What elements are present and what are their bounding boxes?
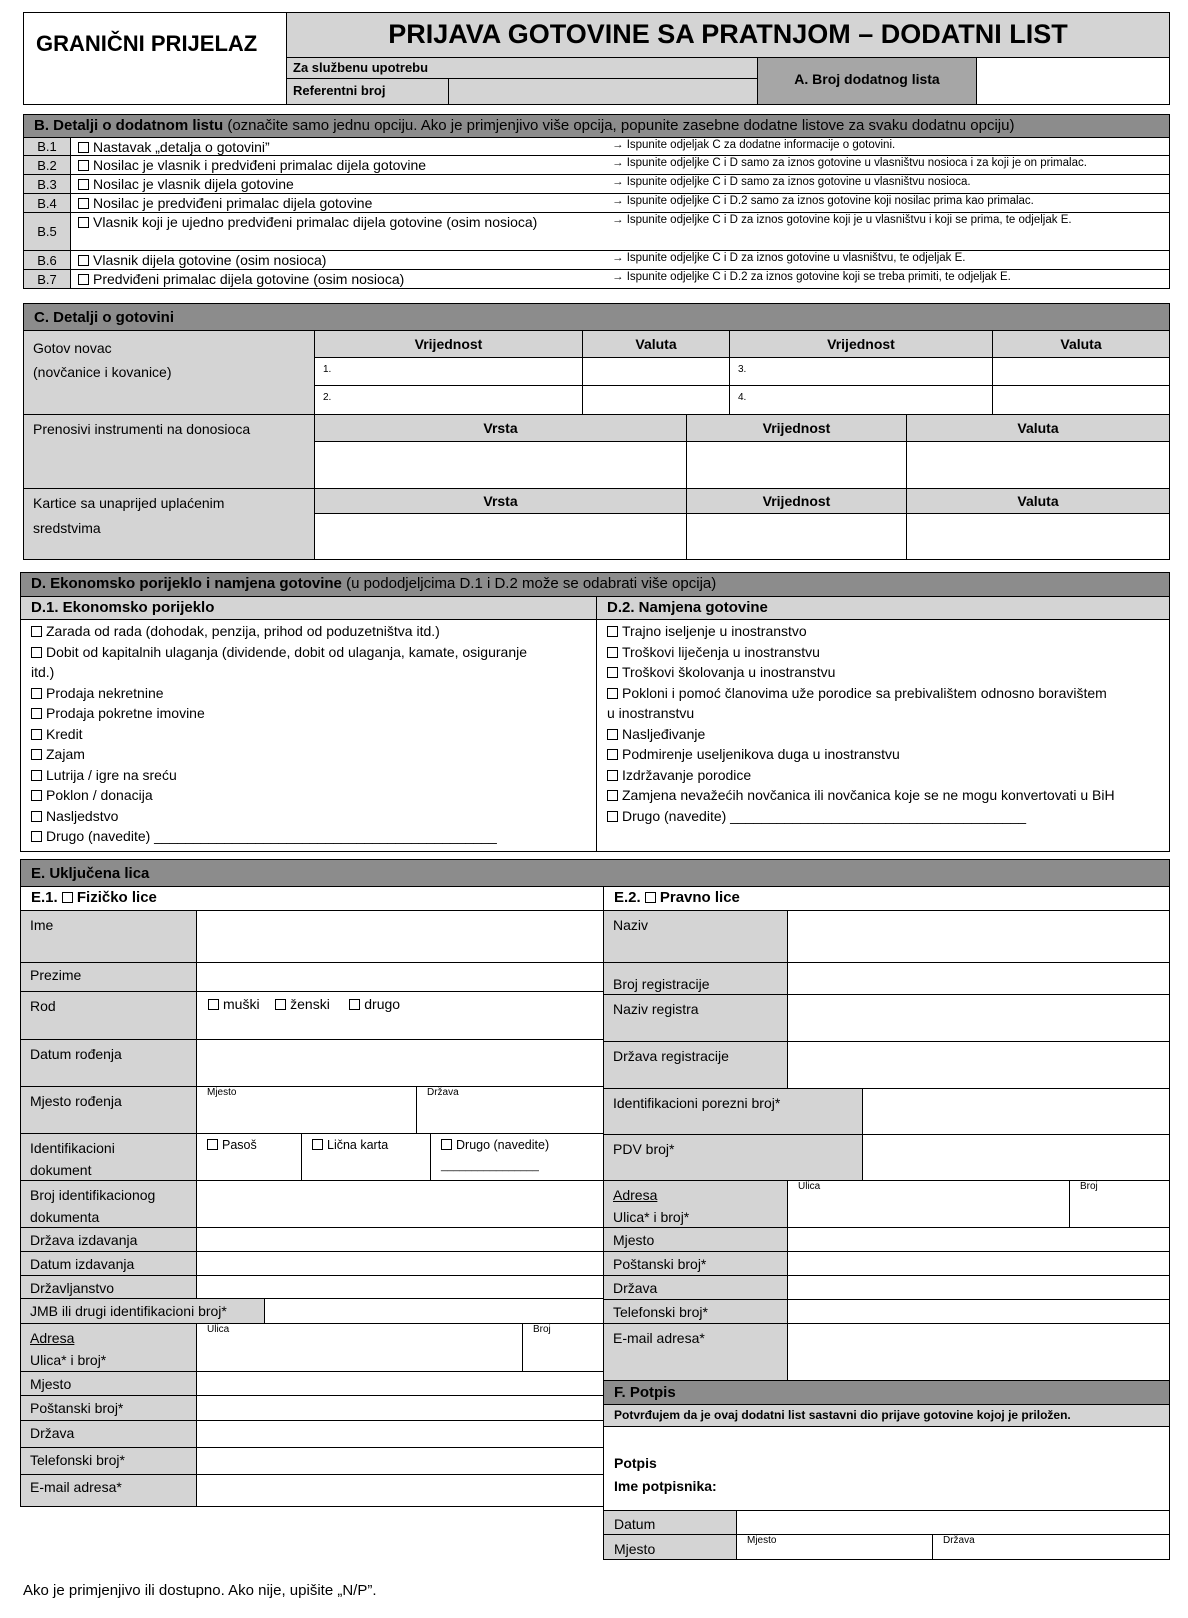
e1-id-number-label: Broj identifikacionog dokumenta [20, 1180, 197, 1228]
b-row-instruction: → Ispunite odjeljke C i D samo za iznos gotovine u vlasništvu nosioca i za koji je on primalac. [612, 157, 1087, 169]
section-b-title: B. Detalji o dodatnom listu [34, 117, 224, 134]
e2-vat-field[interactable] [862, 1134, 1170, 1181]
gender-female-checkbox[interactable] [275, 999, 286, 1010]
e1-street-field[interactable]: Ulica [196, 1323, 523, 1372]
b-row-option[interactable]: Vlasnik dijela gotovine (osim nosioca) → Ispunite odjeljke C i D za iznos gotovine u vlasništvu, te odjeljak E. [70, 250, 1170, 270]
section-e-title: E. Uključena lica [31, 865, 150, 882]
cash-value-1[interactable]: 1. [314, 357, 583, 386]
b-row-instruction: → Ispunite odjeljke C i D.2 za iznos gotovine koji se treba primiti, te odjeljak E. [612, 271, 1011, 283]
prepaid-currency-field[interactable] [906, 513, 1170, 560]
e1-natural-person-checkbox[interactable] [62, 892, 73, 903]
d1-option: itd.) [31, 664, 55, 680]
e1-country-label: Država [20, 1420, 197, 1448]
e2-header: E.2. Pravno lice [603, 886, 1170, 911]
e1-id-other-option[interactable]: Drugo (navedite) ________________ [430, 1133, 605, 1181]
e1-gender-label: Rod [20, 991, 197, 1040]
e1-citizenship-label: Državljanstvo [20, 1275, 197, 1299]
e2-email-field[interactable] [787, 1323, 1170, 1381]
e2-registry-name-field[interactable] [787, 994, 1170, 1042]
checkbox-icon[interactable] [31, 749, 42, 760]
checkbox-icon[interactable] [607, 770, 618, 781]
checkbox-icon[interactable] [607, 667, 618, 678]
e1-email-label: E-mail adresa* [20, 1474, 197, 1507]
prepaid-value-field[interactable] [686, 513, 907, 560]
b-option-checkbox[interactable] [78, 160, 89, 171]
bearer-label-cell [23, 414, 315, 489]
e1-country-field[interactable] [196, 1420, 604, 1448]
f-date-label-cell: Datum [603, 1510, 737, 1535]
e1-birth-place-city-field[interactable]: Mjesto [196, 1086, 417, 1134]
cash-currency-1[interactable] [582, 357, 730, 386]
d1-option[interactable]: Zarada od rada (dohodak, penzija, prihod od poduzetništva itd.) [31, 621, 527, 642]
e1-id-passport-option[interactable]: Pasoš [196, 1133, 302, 1181]
d2-option[interactable]: Nasljeđivanje [607, 724, 1115, 745]
e2-street-number-field[interactable]: Broj [1069, 1180, 1170, 1228]
e1-gender-field: muški ženski drugo [196, 991, 604, 1040]
e2-name-label: Naziv [603, 910, 788, 963]
e1-jmb-field[interactable] [264, 1298, 604, 1324]
footnote: Ako je primjenjivo ili dostupno. Ako nije, upišite „N/P”. [23, 1582, 377, 1599]
d1-title: D.1. Ekonomsko porijeklo [31, 599, 215, 616]
signature-box[interactable] [603, 1426, 1170, 1511]
e1-birth-date-field[interactable] [196, 1039, 604, 1087]
e1-citizenship-field[interactable] [196, 1275, 604, 1299]
bearer-label: Prenosivi instrumenti na donosioca [33, 421, 251, 437]
prepaid-type-field[interactable] [314, 513, 687, 560]
e1-birth-place-label: Mjesto rođenja [20, 1086, 197, 1134]
d1-option[interactable]: Dobit od kapitalnih ulaganja (dividende, dobit od ulaganja, kamate, osiguranje [31, 642, 527, 663]
d1-option[interactable]: Kredit [31, 724, 527, 745]
e1-id-id-card-option[interactable]: Lična karta [301, 1133, 431, 1181]
section-c-title: C. Detalji o gotovini [34, 309, 175, 326]
e2-address-label: Adresa Ulica* i broj* [603, 1180, 788, 1228]
e2-registration-number-field[interactable] [787, 962, 1170, 995]
d1-option[interactable]: Nasljedstvo [31, 806, 527, 827]
checkbox-icon[interactable] [31, 647, 42, 658]
e1-last-name-label: Prezime [20, 962, 197, 992]
d1-option[interactable]: Drugo (navedite) ____________________________________________ [31, 826, 527, 847]
e1-phone-field[interactable] [196, 1447, 604, 1475]
e2-tax-id-field[interactable] [862, 1088, 1170, 1135]
d2-option[interactable]: Troškovi liječenja u inostranstvu [607, 642, 1115, 663]
d2-option[interactable]: Pokloni i pomoć članovima uže porodice sa prebivalištem odnosno boravištem [607, 683, 1115, 704]
cash-col-currency-1: Valuta [582, 330, 730, 358]
d1-option[interactable]: Zajam [31, 744, 527, 765]
cash-label-line1: Gotov novac [33, 340, 112, 356]
e1-issue-date-label: Datum izdavanja [20, 1251, 197, 1276]
e1-birth-date-label: Datum rođenja [20, 1039, 197, 1087]
e2-postal-code-field[interactable] [787, 1251, 1170, 1276]
d2-option[interactable]: Podmirenje useljenikova duga u inostranstvu [607, 744, 1115, 765]
f-date-field[interactable] [736, 1510, 1170, 1535]
section-f-title: F. Potpis [614, 1384, 676, 1401]
checkbox-icon[interactable] [31, 790, 42, 801]
e1-postal-code-label: Poštanski broj* [20, 1395, 197, 1421]
e2-city-field[interactable] [787, 1227, 1170, 1252]
signer-name-label: Ime potpisnika: [614, 1478, 717, 1494]
d2-option[interactable]: Izdržavanje porodice [607, 765, 1115, 786]
e1-city-label: Mjesto [20, 1371, 197, 1396]
section-e-header [20, 859, 1170, 887]
reference-number-label: Referentni broj [293, 83, 386, 98]
prepaid-label-cell [23, 488, 315, 560]
section-b-header [23, 114, 1170, 138]
d2-option[interactable]: Zamjena nevažećih novčanica ili novčanica koje se ne mogu konvertovati u BiH [607, 785, 1115, 806]
e2-city-label: Mjesto [603, 1227, 788, 1252]
bearer-col-value: Vrijednost [686, 414, 907, 442]
b-row-code: B.6 [23, 250, 71, 270]
signature-label: Potpis [614, 1455, 657, 1471]
checkbox-icon[interactable] [607, 688, 618, 699]
e2-country-field[interactable] [787, 1275, 1170, 1300]
d1-option[interactable]: Poklon / donacija [31, 785, 527, 806]
f-place-city-field[interactable]: Mjesto [736, 1534, 933, 1560]
cash-col-currency-2: Valuta [992, 330, 1170, 358]
gender-other-checkbox[interactable] [349, 999, 360, 1010]
e2-tax-id-label: Identifikacioni porezni broj* [603, 1088, 863, 1135]
sheet-number-label-cell [757, 57, 977, 105]
b-row-instruction: → Ispunite odjeljke C i D.2 samo za iznos gotovine koji nosilac prima kao primalac. [612, 195, 1034, 207]
checkbox-icon[interactable] [607, 790, 618, 801]
d2-option[interactable]: Trajno iseljenje u inostranstvo [607, 621, 1115, 642]
checkbox-icon[interactable] [607, 647, 618, 658]
f-place-label-cell: Mjesto [603, 1534, 737, 1560]
checkbox-icon[interactable] [31, 688, 42, 699]
b-option-checkbox[interactable] [78, 274, 89, 285]
e1-city-field[interactable] [196, 1371, 604, 1396]
b-row-option[interactable]: Nosilac je vlasnik i predviđeni primalac dijela gotovine → Ispunite odjeljke C i D samo za iznos gotovine u vlasništvu nosioca i za koji je on primalac. [70, 155, 1170, 175]
e1-title: Fizičko lice [76, 889, 157, 906]
b-option-checkbox[interactable] [78, 142, 89, 153]
e2-street-field[interactable]: Ulica [787, 1180, 1070, 1228]
b-row-code: B.3 [23, 174, 71, 194]
checkbox-icon[interactable] [31, 811, 42, 822]
section-d-title: D. Ekonomsko porijeklo i namjena gotovine [31, 575, 342, 592]
b-option-checkbox[interactable] [78, 179, 89, 190]
b-row-instruction: → Ispunite odjeljke C i D za iznos gotovine u vlasništvu, te odjeljak E. [612, 252, 966, 264]
bearer-value-field[interactable] [686, 441, 907, 489]
header-left-box [23, 12, 287, 105]
e1-id-document-label: Identifikacioni dokument [20, 1133, 197, 1181]
b-row-code: B.1 [23, 137, 71, 156]
e2-registration-number-label: Broj registracije [603, 962, 788, 995]
b-row-option[interactable]: Nosilac je vlasnik dijela gotovine → Ispunite odjeljke C i D samo za iznos gotovine u vlasništvu nosioca. [70, 174, 1170, 194]
section-f-header [603, 1380, 1170, 1405]
e1-email-field[interactable] [196, 1474, 604, 1507]
b-row-code: B.5 [23, 212, 71, 251]
e2-email-label: E-mail adresa* [603, 1323, 788, 1381]
e1-issue-country-label: Država izdavanja [20, 1227, 197, 1252]
e1-header: E.1. Fizičko lice [20, 886, 604, 911]
prepaid-col-currency: Valuta [906, 488, 1170, 514]
f-place-country-field[interactable]: Država [932, 1534, 1170, 1560]
checkbox-icon[interactable] [607, 729, 618, 740]
e1-address-label: Adresa Ulica* i broj* [20, 1323, 197, 1372]
section-d-note: (u pododjeljcima D.1 i D.2 može se odabrati više opcija) [341, 575, 717, 592]
main-title: PRIJAVA GOTOVINE SA PRATNJOM – DODATNI LIST [388, 19, 1068, 49]
d2-header [596, 596, 1170, 620]
e2-postal-code-label: Poštanski broj* [603, 1251, 788, 1276]
bearer-col-currency: Valuta [906, 414, 1170, 442]
checkbox-icon[interactable] [607, 811, 618, 822]
d2-options-list [607, 621, 1115, 826]
b-option-checkbox[interactable] [78, 198, 89, 209]
e1-issue-country-field[interactable] [196, 1227, 604, 1252]
reference-number-label-cell [286, 78, 449, 105]
b-row-option[interactable]: Nastavak „detalja o gotovini” → Ispunite odjeljak C za dodatne informacije o gotovini. [70, 137, 1170, 156]
border-crossing-title: GRANIČNI PRIJELAZ [36, 31, 258, 56]
bearer-col-type: Vrsta [314, 414, 687, 442]
cash-currency-3[interactable] [992, 357, 1170, 386]
b-row-option[interactable]: Nosilac je predviđeni primalac dijela gotovine → Ispunite odjeljke C i D.2 samo za iznos gotovine koji nosilac prima kao primalac. [70, 193, 1170, 213]
e2-title: Pravno lice [659, 889, 740, 906]
cash-value-3[interactable]: 3. [729, 357, 993, 386]
d1-option[interactable]: Prodaja nekretnine [31, 683, 527, 704]
b-row-code: B.4 [23, 193, 71, 213]
confirmation-text: Potvrđujem da je ovaj dodatni list sastavni dio prijave gotovine kojoj je priložen. [614, 1408, 1071, 1422]
cash-value-2[interactable]: 2. [314, 385, 583, 415]
e1-postal-code-field[interactable] [196, 1395, 604, 1421]
cash-currency-4[interactable] [992, 385, 1170, 415]
d1-option[interactable]: Prodaja pokretne imovine [31, 703, 527, 724]
d2-option[interactable]: Troškovi školovanja u inostranstvu [607, 662, 1115, 683]
section-d-header [20, 572, 1170, 597]
reference-number-field[interactable] [448, 78, 758, 105]
b-row-code: B.2 [23, 155, 71, 175]
b-option-checkbox[interactable] [78, 217, 89, 228]
e1-first-name-field[interactable] [196, 910, 604, 963]
b-row-option[interactable]: Vlasnik koji je ujedno predviđeni primalac dijela gotovine (osim nosioca) → Ispunite odjeljke C i D za iznos gotovine koji je u vlasništvu i koji se prima, te odjeljak E. [70, 212, 1170, 251]
e1-phone-label: Telefonski broj* [20, 1447, 197, 1475]
checkbox-icon[interactable] [607, 749, 618, 760]
e2-registration-country-field[interactable] [787, 1041, 1170, 1089]
checkbox-icon[interactable] [607, 626, 618, 637]
b-option-checkbox[interactable] [78, 255, 89, 266]
section-b-note: (označite samo jednu opciju. Ako je primjenjivo više opcija, popunite zasebne dodatne listove za svaku dodatnu opciju) [223, 117, 1015, 134]
prepaid-label-line1: Kartice sa unaprijed uplaćenim [33, 495, 225, 511]
e1-street-number-field[interactable]: Broj [522, 1323, 604, 1372]
checkbox-icon[interactable] [31, 708, 42, 719]
checkbox-icon[interactable] [31, 831, 42, 842]
checkbox-icon[interactable] [31, 770, 42, 781]
d2-option: u inostranstvu [607, 705, 695, 721]
e1-last-name-field[interactable] [196, 962, 604, 992]
cash-currency-2[interactable] [582, 385, 730, 415]
e2-registry-name-label: Naziv registra [603, 994, 788, 1042]
sheet-number-label: A. Broj dodatnog lista [794, 71, 940, 87]
b-row-code: B.7 [23, 269, 71, 289]
e1-first-name-label: Ime [20, 910, 197, 963]
e2-phone-label: Telefonski broj* [603, 1299, 788, 1324]
e1-id-number-field[interactable] [196, 1180, 604, 1228]
confirmation-row [603, 1404, 1170, 1427]
cash-col-value-1: Vrijednost [314, 330, 583, 358]
bearer-type-field[interactable] [314, 441, 687, 489]
e2-registration-country-label: Država registracije [603, 1041, 788, 1089]
e2-legal-entity-checkbox[interactable] [645, 892, 656, 903]
b-row-option[interactable]: Predviđeni primalac dijela gotovine (osim nosioca) → Ispunite odjeljke C i D.2 za iznos gotovine koji se treba primiti, te odjeljak E. [70, 269, 1170, 289]
checkbox-icon[interactable] [441, 1139, 452, 1150]
checkbox-icon[interactable] [312, 1139, 323, 1150]
official-use-row [286, 57, 758, 79]
checkbox-icon[interactable] [31, 729, 42, 740]
b-row-instruction: → Ispunite odjeljke C i D samo za iznos gotovine u vlasništvu nosioca. [612, 176, 971, 188]
checkbox-icon[interactable] [207, 1139, 218, 1150]
cash-label-cell [23, 330, 315, 415]
e1-issue-date-field[interactable] [196, 1251, 604, 1276]
bearer-currency-field[interactable] [906, 441, 1170, 489]
b-row-instruction: → Ispunite odjeljke C i D za iznos gotovine koji je u vlasništvu i koji se prima, te odjeljak E. [612, 214, 1072, 226]
b-row-instruction: → Ispunite odjeljak C za dodatne informacije o gotovini. [612, 139, 896, 151]
cash-value-4[interactable]: 4. [729, 385, 993, 415]
d2-option[interactable]: Drugo (navedite) ______________________________________ [607, 806, 1115, 827]
e1-jmb-label: JMB ili drugi identifikacioni broj* [20, 1298, 265, 1324]
prepaid-label-line2: sredstvima [33, 520, 101, 536]
d2-title: D.2. Namjena gotovine [607, 599, 768, 616]
cash-col-value-2: Vrijednost [729, 330, 993, 358]
e2-name-field[interactable] [787, 910, 1170, 963]
sheet-number-field[interactable] [976, 57, 1170, 105]
d1-option[interactable]: Lutrija / igre na sreću [31, 765, 527, 786]
d1-header [20, 596, 597, 620]
e2-phone-field[interactable] [787, 1299, 1170, 1324]
prepaid-col-value: Vrijednost [686, 488, 907, 514]
e2-country-label: Država [603, 1275, 788, 1300]
e2-vat-label: PDV broj* [603, 1134, 863, 1181]
prepaid-col-type: Vrsta [314, 488, 687, 514]
e1-birth-place-country-field[interactable]: Država [416, 1086, 604, 1134]
gender-male-checkbox[interactable] [208, 999, 219, 1010]
main-title-box [286, 12, 1170, 58]
d1-options-list [31, 621, 527, 847]
official-use-label: Za službenu upotrebu [293, 60, 429, 75]
checkbox-icon[interactable] [31, 626, 42, 637]
cash-label-line2: (novčanice i kovanice) [33, 364, 172, 380]
section-c-header [23, 303, 1170, 331]
